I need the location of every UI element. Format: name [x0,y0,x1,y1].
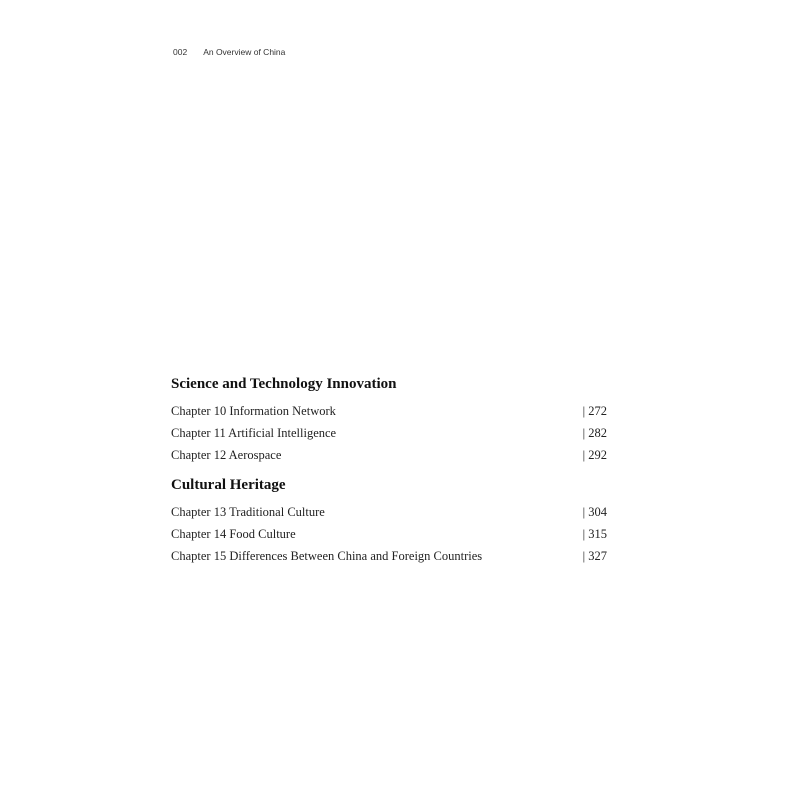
section-heading: Cultural Heritage [171,477,286,493]
chapter-page-number: | 282 [582,426,607,440]
chapter-page-number: | 315 [582,527,607,541]
header-book-title: An Overview of China [203,47,286,57]
header-page-number: 002 [173,47,188,57]
chapter-title: Chapter 15 Differences Between China and Foreign Countries [171,549,483,563]
chapter-title: Chapter 13 Traditional Culture [171,505,325,519]
toc-section-science-technology [171,372,607,466]
running-header [173,47,285,57]
chapter-title: Chapter 14 Food Culture [171,527,296,541]
chapter-title: Chapter 11 Artificial Intelligence [171,426,337,440]
toc-entry [171,501,607,523]
chapter-page-number: | 272 [582,404,607,418]
toc-section-cultural-heritage [171,473,607,567]
chapter-page-number: | 327 [582,549,607,563]
toc-entry [171,422,607,444]
chapter-page-number: | 292 [582,448,607,462]
chapter-title: Chapter 12 Aerospace [171,448,282,462]
toc-entry [171,523,607,545]
section-heading: Science and Technology Innovation [171,376,397,392]
toc-entry [171,545,607,567]
table-of-contents [171,372,607,567]
chapter-page-number: | 304 [582,505,607,519]
chapter-title: Chapter 10 Information Network [171,404,336,418]
toc-entry [171,444,607,466]
toc-entry [171,400,607,422]
